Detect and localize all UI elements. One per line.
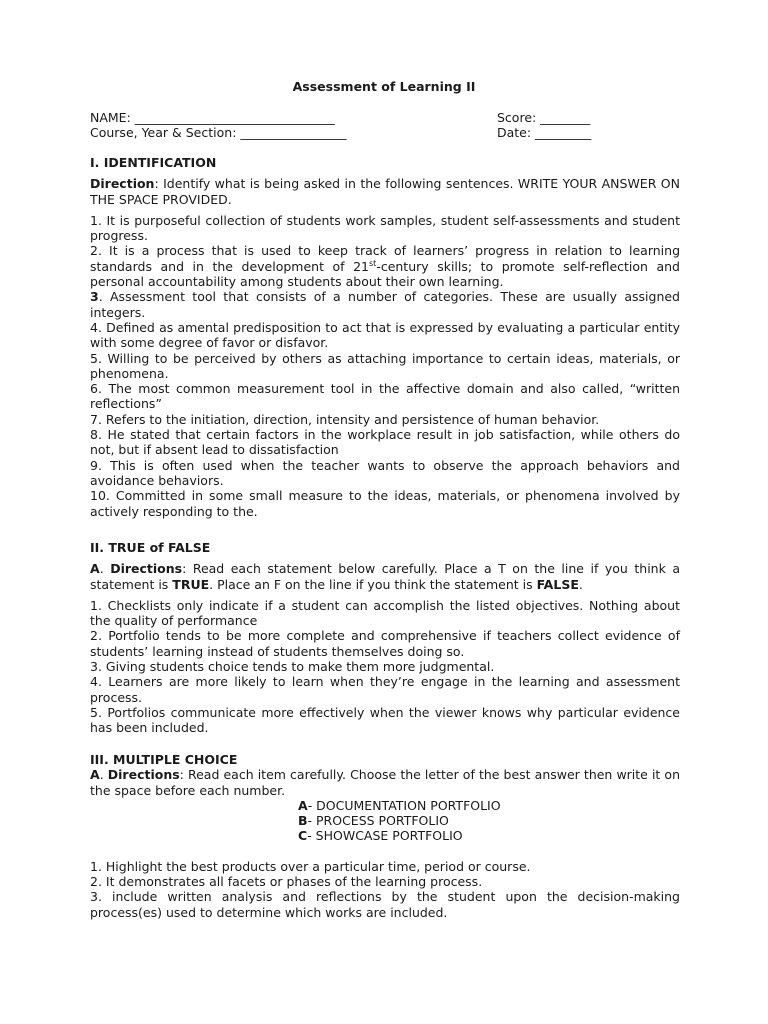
true-false-direction: A. Directions: Read each statement below carefully. Place a T on the line if you think a statement is TRUE. Place an F on the line if you think the statement is FALSE. bbox=[90, 561, 681, 592]
list-item bbox=[90, 289, 680, 320]
list-item bbox=[90, 243, 680, 289]
date-field: Date: _________ bbox=[497, 125, 592, 140]
list-item: 3. Giving students choice tends to make them more judgmental. bbox=[90, 659, 495, 675]
choice-text: - DOCUMENTATION PORTFOLIO bbox=[307, 797, 501, 813]
choice-b bbox=[298, 813, 680, 828]
list-item: 2. Portfolio tends to be more complete and comprehensive if teachers collect evidence of students’ learning instead of students themselves doing so. bbox=[90, 628, 680, 659]
multiple-choice-direction: A. Directions: Read each item carefully. Choose the letter of the best answer then write it on the space before each number. bbox=[90, 767, 680, 798]
list-item: 2. It demonstrates all facets or phases of the learning process. bbox=[90, 874, 483, 890]
list-item: 5. Willing to be perceived by others as attaching importance to certain ideas, materials, or phenomena. bbox=[90, 350, 680, 381]
item-number: 3 bbox=[90, 289, 99, 305]
list-item: 6. The most common measurement tool in the affective domain and also called, “written reflections” bbox=[90, 381, 680, 412]
list-item: 1. It is purposeful collection of students work samples, student self-assessments and student progress. bbox=[90, 212, 680, 244]
identification-direction bbox=[90, 176, 680, 207]
direction-text: : Read each item carefully. Choose the letter of the best answer then write it on the space before each number. bbox=[90, 767, 680, 798]
identification-section bbox=[90, 155, 680, 519]
list-item: 8. He stated that certain factors in the workplace result in job satisfaction, while others do not, but if absent lead to dissatisfaction bbox=[90, 427, 680, 458]
choice-text: - PROCESS PORTFOLIO bbox=[307, 813, 449, 829]
list-item: 7. Refers to the initiation, direction, intensity and persistence of human behavior. bbox=[90, 411, 600, 427]
list-item: 1. Checklists only indicate if a student can accomplish the listed objectives. Nothing about the quality of performance bbox=[90, 597, 680, 629]
item-text: . Assessment tool that consists of a number of categories. These are usually assigned integers. bbox=[90, 289, 680, 320]
direction-label: Directions bbox=[110, 561, 183, 577]
superscript: st bbox=[369, 258, 377, 268]
identification-title: I. IDENTIFICATION bbox=[90, 155, 217, 170]
score-field: Score: ________ bbox=[497, 110, 591, 125]
true-false-title: II. TRUE of FALSE bbox=[90, 540, 211, 555]
list-item: 10. Committed in some small measure to the ideas, materials, or phenomena involved by actively responding to the. bbox=[90, 488, 680, 519]
choice-letter: B bbox=[298, 813, 308, 829]
name-field: NAME: ________________________________ bbox=[90, 110, 335, 125]
list-item: 9. This is often used when the teacher wants to observe the approach behaviors and avoidance behaviors. bbox=[90, 457, 680, 488]
identification-items bbox=[90, 213, 680, 519]
document-title: Assessment of Learning II bbox=[292, 79, 476, 94]
direction-letter: A bbox=[90, 561, 100, 577]
list-item: 5. Portfolios communicate more effectively when the viewer knows why particular evidence has been included. bbox=[90, 704, 680, 736]
direction-end: . bbox=[578, 576, 583, 592]
choice-c bbox=[298, 828, 680, 843]
false-word: FALSE bbox=[536, 576, 579, 592]
choice-a bbox=[298, 798, 680, 813]
direction-text: : Read each statement below carefully. Place a T on the line if you think a statement is bbox=[90, 561, 681, 592]
multiple-choice-items bbox=[90, 859, 680, 920]
direction-label: Direction bbox=[90, 176, 155, 192]
direction-letter: A bbox=[90, 767, 100, 783]
direction-text: : Identify what is being asked in the following sentences. WRITE YOUR ANSWER ON THE SPACE PROVIDED. bbox=[90, 176, 680, 207]
choice-text: - SHOWCASE PORTFOLIO bbox=[307, 828, 463, 844]
item-text: -century skills; to promote self-reflection and personal accountability among students about their own learning. bbox=[90, 258, 680, 290]
list-item: 4. Defined as amental predisposition to act that is expressed by evaluating a particular entity with some degree of favor or disfavor. bbox=[90, 319, 680, 351]
choice-letter: A bbox=[298, 797, 308, 813]
list-item: 4. Learners are more likely to learn when they’re engage in the learning and assessment process. bbox=[90, 674, 680, 705]
true-false-section bbox=[90, 540, 680, 736]
true-false-items bbox=[90, 598, 680, 736]
true-word: TRUE bbox=[172, 576, 210, 592]
direction-text: . Place an F on the line if you think the statement is bbox=[209, 576, 537, 592]
list-item: 3. include written analysis and reflections by the student upon the decision-making process(es) used to determine which works are included. bbox=[90, 889, 680, 920]
choice-letter: C bbox=[298, 828, 308, 844]
choice-list bbox=[90, 798, 680, 844]
multiple-choice-title: III. MULTIPLE CHOICE bbox=[90, 752, 238, 767]
multiple-choice-section bbox=[90, 752, 680, 920]
course-field: Course, Year & Section: _________________ bbox=[90, 125, 347, 140]
list-item: 1. Highlight the best products over a particular time, period or course. bbox=[90, 858, 531, 874]
item-text: 2. It is a process that is used to keep track of learners’ progress in relation to learning standards and in the development of 21 bbox=[90, 243, 680, 274]
direction-label: Directions bbox=[107, 767, 180, 783]
